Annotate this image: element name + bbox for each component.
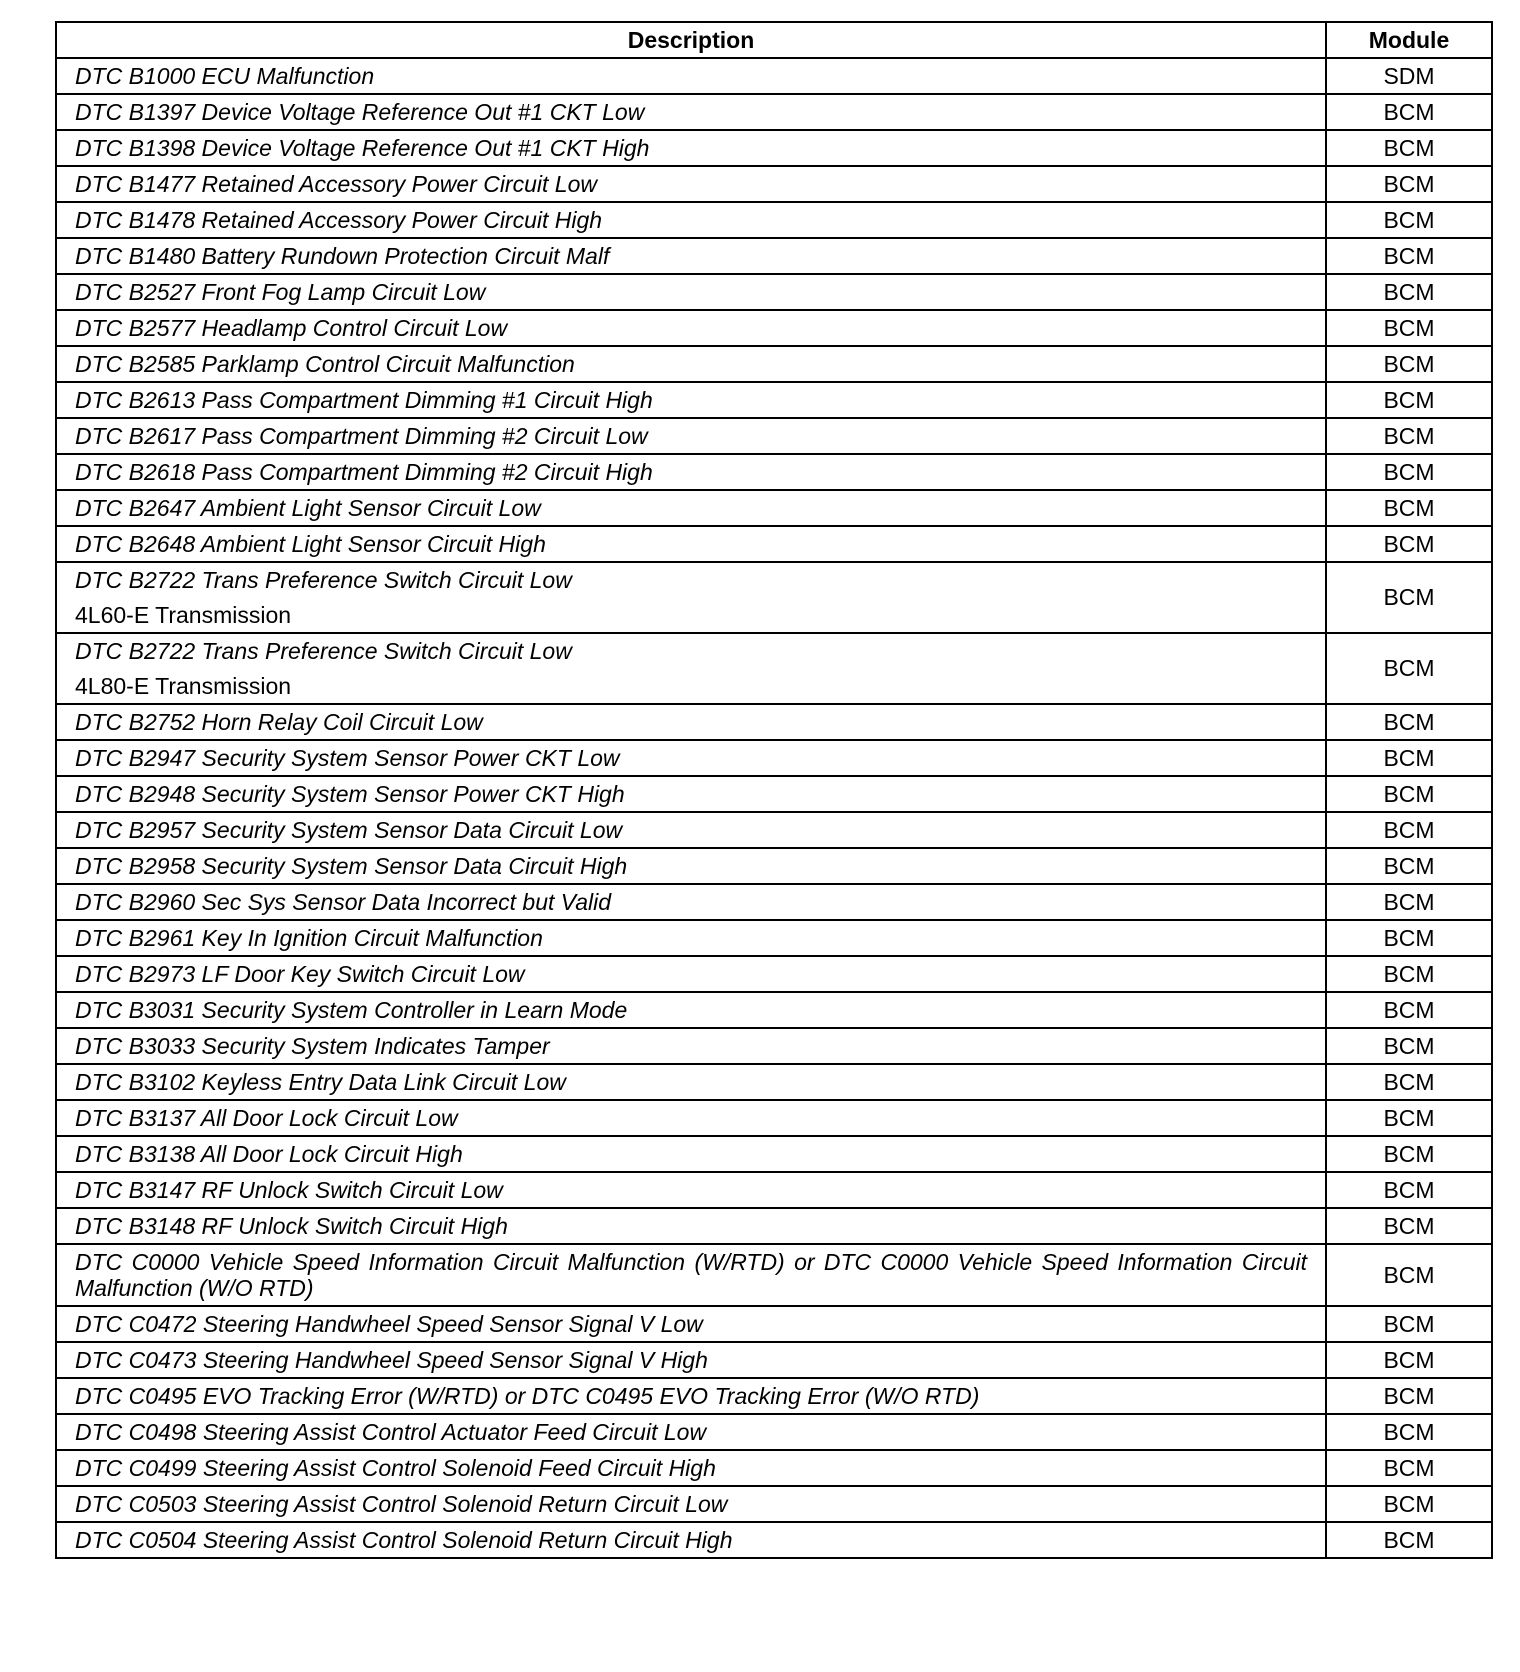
description-text: DTC B2722 Trans Preference Switch Circuit Low xyxy=(75,637,572,664)
table-row xyxy=(56,94,1492,130)
description-text: DTC B2973 LF Door Key Switch Circuit Low xyxy=(75,960,525,987)
description-text: DTC C0503 Steering Assist Control Solenoid Return Circuit Low xyxy=(75,1490,728,1517)
description-cell xyxy=(56,202,1326,238)
description-cell xyxy=(56,1100,1326,1136)
description-text: DTC B2961 Key In Ignition Circuit Malfunction xyxy=(75,924,543,951)
table-row xyxy=(56,992,1492,1028)
description-text: DTC B1480 Battery Rundown Protection Circuit Malf xyxy=(75,242,610,269)
description-text: DTC B1000 ECU Malfunction xyxy=(75,62,375,89)
table-row xyxy=(56,704,1492,740)
module-cell: BCM xyxy=(1326,1378,1492,1414)
header-description: Description xyxy=(56,22,1326,58)
description-text: DTC B3102 Keyless Entry Data Link Circuit Low xyxy=(75,1068,566,1095)
description-cell xyxy=(56,1208,1326,1244)
table-row xyxy=(56,130,1492,166)
description-cell xyxy=(56,274,1326,310)
table-row xyxy=(56,1100,1492,1136)
module-cell: BCM xyxy=(1326,202,1492,238)
table-row xyxy=(56,166,1492,202)
table-row xyxy=(56,1414,1492,1450)
description-text: DTC B2585 Parklamp Control Circuit Malfunction xyxy=(75,350,575,377)
description-cell xyxy=(56,238,1326,274)
description-text: DTC B2618 Pass Compartment Dimming #2 Circuit High xyxy=(75,458,653,485)
description-cell xyxy=(56,1136,1326,1172)
description-cell xyxy=(56,58,1326,94)
description-cell xyxy=(56,1028,1326,1064)
description-cell xyxy=(56,1414,1326,1450)
description-text: DTC B2958 Security System Sensor Data Circuit High xyxy=(75,852,628,879)
description-text: DTC C0000 Vehicle Speed Information Circuit Malfunction (W/RTD) or DTC C0000 Vehicle Speed Information Circuit Malfunction (W/O RTD) xyxy=(75,1249,1307,1301)
description-text: DTC C0504 Steering Assist Control Solenoid Return Circuit High xyxy=(75,1526,733,1553)
description-cell xyxy=(56,454,1326,490)
module-cell: BCM xyxy=(1326,704,1492,740)
table-row xyxy=(56,1064,1492,1100)
table-row xyxy=(56,848,1492,884)
module-cell: BCM xyxy=(1326,1100,1492,1136)
table-row xyxy=(56,1136,1492,1172)
description-cell xyxy=(56,526,1326,562)
table-row xyxy=(56,776,1492,812)
module-cell: BCM xyxy=(1326,1172,1492,1208)
module-cell: BCM xyxy=(1326,274,1492,310)
table-row xyxy=(56,1306,1492,1342)
table-row xyxy=(56,884,1492,920)
table-row xyxy=(56,1028,1492,1064)
description-cell xyxy=(56,920,1326,956)
description-text: DTC B2947 Security System Sensor Power CKT Low xyxy=(75,744,620,771)
description-text: DTC B3033 Security System Indicates Tamper xyxy=(75,1032,550,1059)
table-row xyxy=(56,58,1492,94)
table-row xyxy=(56,920,1492,956)
table-row xyxy=(56,1208,1492,1244)
module-cell: BCM xyxy=(1326,346,1492,382)
table-row xyxy=(56,1450,1492,1486)
module-cell: BCM xyxy=(1326,526,1492,562)
description-cell xyxy=(56,166,1326,202)
module-cell: BCM xyxy=(1326,166,1492,202)
table-row xyxy=(56,454,1492,490)
table-row xyxy=(56,1486,1492,1522)
module-cell: BCM xyxy=(1326,1450,1492,1486)
description-cell xyxy=(56,633,1326,704)
description-text: DTC B3148 RF Unlock Switch Circuit High xyxy=(75,1212,508,1239)
header-row xyxy=(56,22,1492,58)
description-text: DTC B2613 Pass Compartment Dimming #1 Circuit High xyxy=(75,386,653,413)
module-cell: BCM xyxy=(1326,310,1492,346)
description-text: DTC C0499 Steering Assist Control Solenoid Feed Circuit High xyxy=(75,1454,716,1481)
module-cell: BCM xyxy=(1326,1208,1492,1244)
description-text: DTC B3137 All Door Lock Circuit Low xyxy=(75,1104,458,1131)
description-cell xyxy=(56,1244,1326,1306)
module-cell: BCM xyxy=(1326,812,1492,848)
module-cell: BCM xyxy=(1326,776,1492,812)
description-text: DTC B3138 All Door Lock Circuit High xyxy=(75,1140,463,1167)
description-text: DTC C0495 EVO Tracking Error (W/RTD) or DTC C0495 EVO Tracking Error (W/O RTD) xyxy=(75,1382,980,1409)
description-text: DTC B2960 Sec Sys Sensor Data Incorrect but Valid xyxy=(75,888,612,915)
description-cell xyxy=(56,1306,1326,1342)
module-cell: BCM xyxy=(1326,1414,1492,1450)
table-row xyxy=(56,202,1492,238)
table-row xyxy=(56,382,1492,418)
table-row xyxy=(56,956,1492,992)
table-row xyxy=(56,310,1492,346)
module-cell: BCM xyxy=(1326,956,1492,992)
table-row xyxy=(56,633,1492,704)
table-row xyxy=(56,1378,1492,1414)
dtc-module-table xyxy=(55,21,1493,1559)
table-row xyxy=(56,346,1492,382)
table-row xyxy=(56,490,1492,526)
module-cell: BCM xyxy=(1326,94,1492,130)
module-cell: BCM xyxy=(1326,920,1492,956)
module-cell: BCM xyxy=(1326,1306,1492,1342)
description-cell xyxy=(56,776,1326,812)
table-row xyxy=(56,812,1492,848)
description-cell xyxy=(56,992,1326,1028)
description-cell xyxy=(56,740,1326,776)
description-text: DTC B1398 Device Voltage Reference Out #1 CKT High xyxy=(75,134,650,161)
description-text: DTC B1477 Retained Accessory Power Circuit Low xyxy=(75,170,597,197)
description-cell xyxy=(56,1172,1326,1208)
description-text: DTC C0472 Steering Handwheel Speed Sensor Signal V Low xyxy=(75,1310,703,1337)
table-row xyxy=(56,1342,1492,1378)
module-cell: BCM xyxy=(1326,1028,1492,1064)
description-text: DTC B2577 Headlamp Control Circuit Low xyxy=(75,314,508,341)
description-cell xyxy=(56,1522,1326,1558)
module-cell: BCM xyxy=(1326,884,1492,920)
description-text: DTC B2957 Security System Sensor Data Circuit Low xyxy=(75,816,623,843)
description-text: DTC B2648 Ambient Light Sensor Circuit High xyxy=(75,530,546,557)
description-cell xyxy=(56,418,1326,454)
description-text: DTC B2617 Pass Compartment Dimming #2 Circuit Low xyxy=(75,422,648,449)
module-cell: BCM xyxy=(1326,1136,1492,1172)
description-text: DTC B1478 Retained Accessory Power Circuit High xyxy=(75,206,603,233)
description-cell xyxy=(56,1378,1326,1414)
description-cell xyxy=(56,704,1326,740)
table-row xyxy=(56,418,1492,454)
description-text: DTC B2722 Trans Preference Switch Circuit Low xyxy=(75,566,572,593)
description-text: DTC B2527 Front Fog Lamp Circuit Low xyxy=(75,278,486,305)
table-row xyxy=(56,1522,1492,1558)
module-cell: BCM xyxy=(1326,418,1492,454)
module-cell: BCM xyxy=(1326,992,1492,1028)
module-cell: BCM xyxy=(1326,490,1492,526)
module-cell: BCM xyxy=(1326,740,1492,776)
table-row xyxy=(56,274,1492,310)
description-text: DTC B3147 RF Unlock Switch Circuit Low xyxy=(75,1176,503,1203)
module-cell: BCM xyxy=(1326,1522,1492,1558)
transmission-note: 4L80-E Transmission xyxy=(75,672,292,699)
description-cell xyxy=(56,382,1326,418)
module-cell: BCM xyxy=(1326,1064,1492,1100)
module-cell: BCM xyxy=(1326,848,1492,884)
description-text: DTC B2647 Ambient Light Sensor Circuit Low xyxy=(75,494,541,521)
description-text: DTC C0498 Steering Assist Control Actuator Feed Circuit Low xyxy=(75,1418,707,1445)
table-row xyxy=(56,526,1492,562)
description-cell xyxy=(56,94,1326,130)
description-cell xyxy=(56,562,1326,633)
description-text: DTC B2948 Security System Sensor Power CKT High xyxy=(75,780,625,807)
module-cell: BCM xyxy=(1326,1486,1492,1522)
module-cell: BCM xyxy=(1326,130,1492,166)
description-cell xyxy=(56,812,1326,848)
table-row xyxy=(56,238,1492,274)
module-cell: BCM xyxy=(1326,1342,1492,1378)
description-cell xyxy=(56,848,1326,884)
description-cell xyxy=(56,490,1326,526)
description-text: DTC B3031 Security System Controller in Learn Mode xyxy=(75,996,628,1023)
module-cell: BCM xyxy=(1326,1244,1492,1306)
module-cell: BCM xyxy=(1326,454,1492,490)
module-cell: BCM xyxy=(1326,238,1492,274)
table-row xyxy=(56,740,1492,776)
description-text: DTC B2752 Horn Relay Coil Circuit Low xyxy=(75,708,483,735)
table-row xyxy=(56,562,1492,633)
description-cell xyxy=(56,1486,1326,1522)
description-cell xyxy=(56,884,1326,920)
description-text: DTC C0473 Steering Handwheel Speed Sensor Signal V High xyxy=(75,1346,708,1373)
module-cell: BCM xyxy=(1326,382,1492,418)
table-row xyxy=(56,1172,1492,1208)
module-cell: SDM xyxy=(1326,58,1492,94)
description-cell xyxy=(56,956,1326,992)
description-cell xyxy=(56,130,1326,166)
description-cell xyxy=(56,310,1326,346)
module-cell: BCM xyxy=(1326,633,1492,704)
transmission-note: 4L60-E Transmission xyxy=(75,601,292,628)
table-row xyxy=(56,1244,1492,1306)
description-cell xyxy=(56,1450,1326,1486)
module-cell: BCM xyxy=(1326,562,1492,633)
description-cell xyxy=(56,346,1326,382)
header-module: Module xyxy=(1326,22,1492,58)
description-cell xyxy=(56,1064,1326,1100)
description-text: DTC B1397 Device Voltage Reference Out #1 CKT Low xyxy=(75,98,645,125)
description-cell xyxy=(56,1342,1326,1378)
